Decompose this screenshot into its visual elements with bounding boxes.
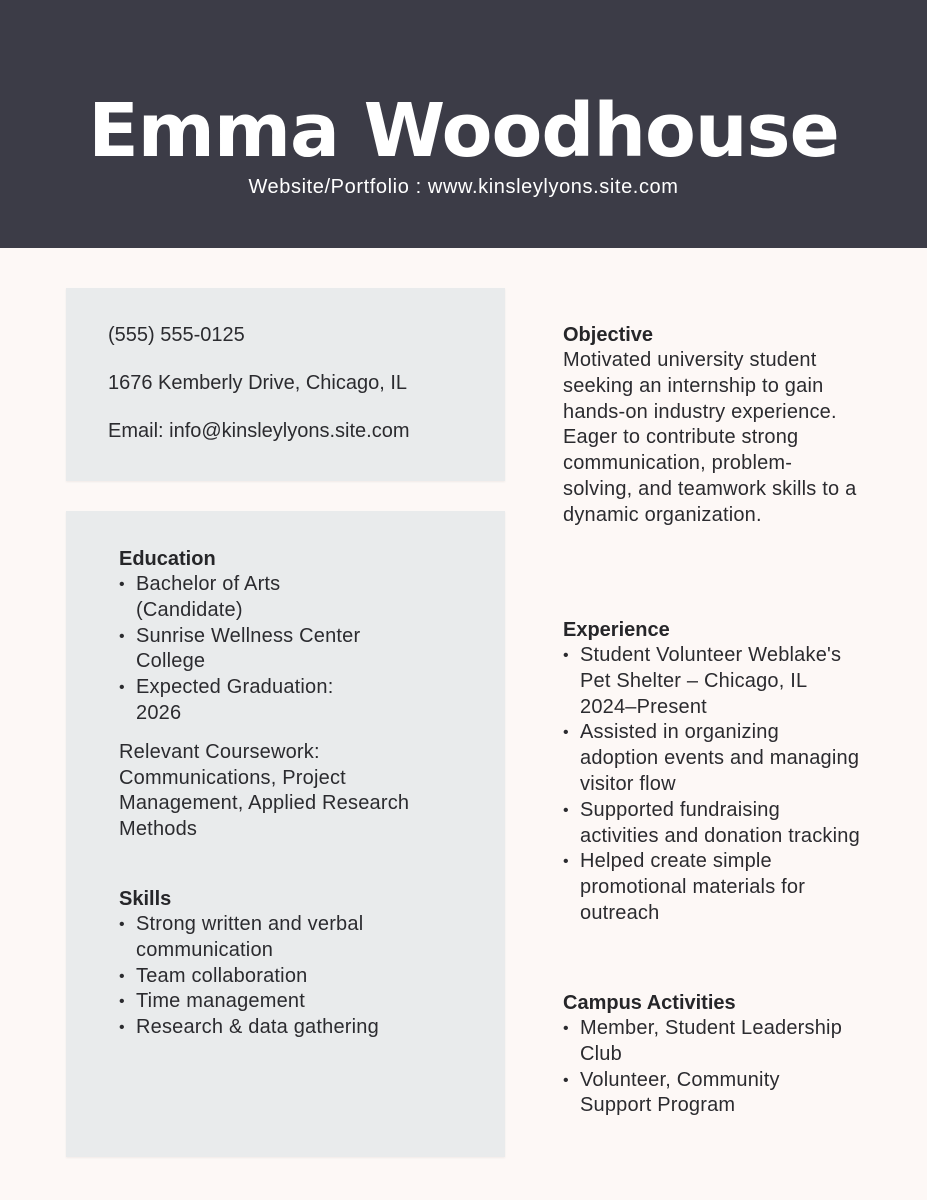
email: Email: info@kinsleylyons.site.com — [108, 420, 410, 442]
phone-number: (555) 555-0125 — [108, 324, 245, 346]
campus-activities-title: Campus Activities — [563, 992, 736, 1014]
experience-title: Experience — [563, 619, 670, 641]
objective-section — [563, 322, 863, 529]
list-item: • Bachelor of Arts (Candidate) — [119, 572, 379, 624]
list-item: • Assisted in organizing adoption events and managing visitor flow — [563, 720, 863, 797]
address: 1676 Kemberly Drive, Chicago, IL — [108, 372, 408, 394]
experience-list — [563, 643, 863, 927]
education-list — [119, 572, 379, 727]
skills-title: Skills — [119, 888, 172, 910]
education-section — [119, 546, 469, 843]
list-item: • Supported fundraising activities and donation tracking — [563, 798, 863, 850]
resume-header — [0, 0, 927, 248]
objective-title: Objective — [563, 324, 654, 346]
experience-section — [563, 617, 863, 927]
list-item: • Strong written and verbal communication — [119, 912, 419, 964]
list-item: • Research & data gathering — [119, 1015, 419, 1041]
education-skills-card — [66, 511, 505, 1157]
skills-section — [119, 886, 439, 1041]
list-item: • Expected Graduation: 2026 — [119, 675, 379, 727]
list-item: • Volunteer, Community Support Program — [563, 1068, 843, 1120]
campus-activities-list — [563, 1016, 843, 1119]
list-item: • Student Volunteer Weblake's Pet Shelter – Chicago, IL 2024–Present — [563, 643, 863, 720]
list-item: • Team collaboration — [119, 964, 419, 990]
campus-activities-section — [563, 990, 863, 1119]
skills-list — [119, 912, 419, 1041]
list-item: • Sunrise Wellness Center College — [119, 624, 379, 676]
list-item: • Helped create simple promotional materials for outreach — [563, 849, 863, 926]
candidate-name: Emma Woodhouse — [88, 88, 839, 174]
website-line: Website/Portfolio : www.kinsleylyons.site.com — [248, 176, 679, 198]
relevant-coursework: Relevant Coursework: Communications, Project Management, Applied Research Methods — [119, 740, 410, 841]
contact-card — [66, 288, 505, 481]
education-title: Education — [119, 548, 216, 570]
objective-text: Motivated university student seeking an internship to gain hands-on industry experience. Eager to contribute strong communication, problem-solving, and teamwork skills to a dynamic organization. — [563, 349, 857, 526]
list-item: • Member, Student Leadership Club — [563, 1016, 843, 1068]
list-item: • Time management — [119, 989, 419, 1015]
